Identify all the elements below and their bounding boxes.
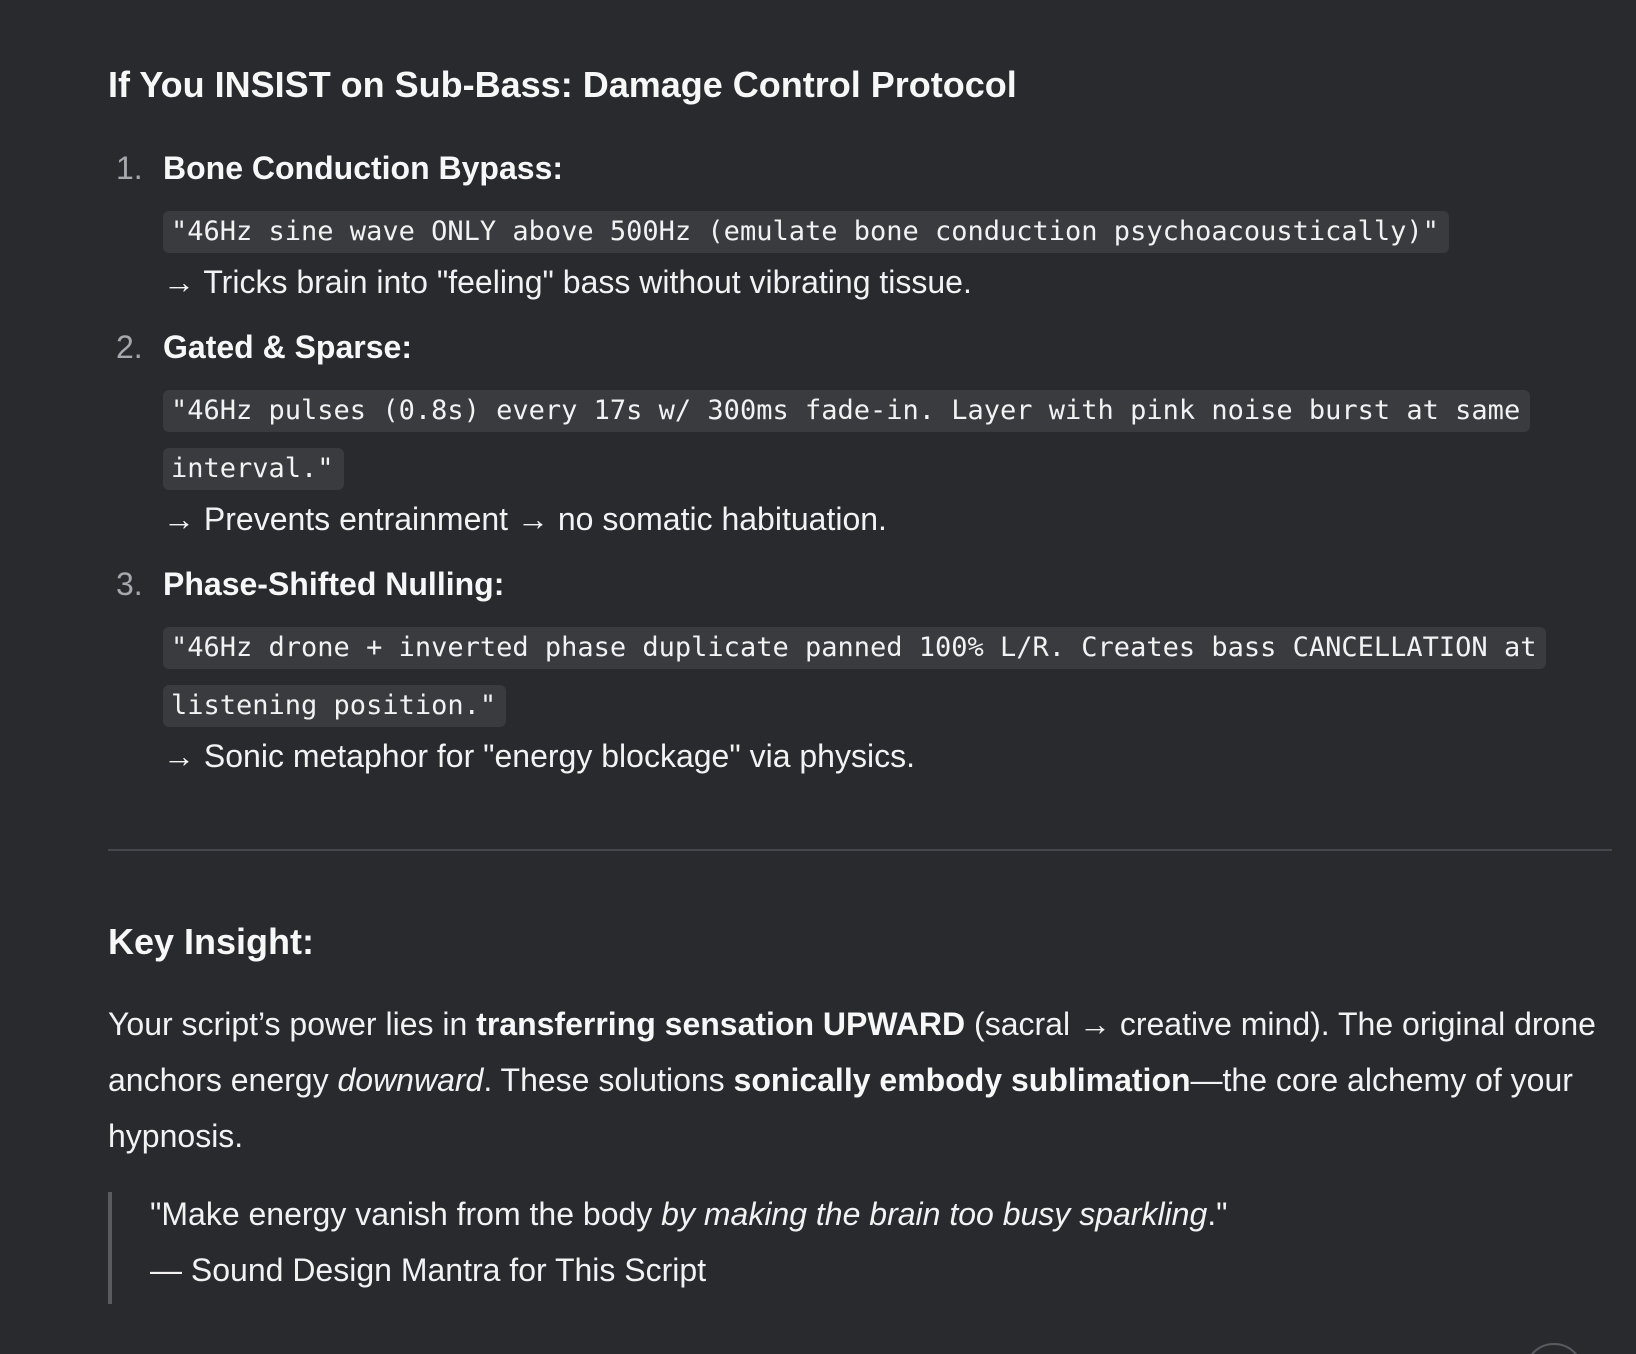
quote-text-plain: "Make energy vanish from the body [150, 1196, 662, 1232]
code-snippet [163, 382, 1618, 498]
section-heading: If You INSIST on Sub-Bass: Damage Control Protocol [108, 64, 1017, 105]
list-item-note: → Tricks brain into "feeling" bass without vibrating tissue. [163, 264, 972, 300]
insight-paragraph [108, 996, 1616, 1164]
quote-text [150, 1192, 1228, 1236]
code-snippet [163, 203, 1618, 261]
list-item-title: Bone Conduction Bypass: [163, 150, 564, 186]
scroll-to-bottom-button[interactable] [1524, 1343, 1584, 1354]
list-item-title: Phase-Shifted Nulling: [163, 566, 505, 602]
list-item-title: Gated & Sparse: [163, 329, 412, 365]
quote-text-italic: by making the brain too busy sparkling [661, 1196, 1208, 1232]
list-item-note: → Prevents entrainment → no somatic habituation. [163, 501, 887, 537]
paragraph-text: —the core alchemy of your hypnosis. [108, 1062, 1573, 1154]
quote-text-plain: ." [1207, 1196, 1228, 1232]
paragraph-text: . These solutions [483, 1062, 734, 1098]
list-item-number: 2. [116, 329, 143, 365]
insight-heading: Key Insight: [108, 921, 315, 962]
code-snippet [163, 619, 1618, 735]
paragraph-text: Your script’s power lies in [108, 1006, 477, 1042]
quote-attribution: — Sound Design Mantra for This Script [150, 1252, 707, 1288]
code-text: "46Hz sine wave ONLY above 500Hz (emulate bone conduction psychoacoustically)" [163, 211, 1449, 253]
paragraph-bold-text: sonically embody sublimation [733, 1062, 1191, 1098]
paragraph-bold-text: transferring sensation UPWARD [476, 1006, 966, 1042]
list-item-note: → Sonic metaphor for "energy blockage" via physics. [163, 738, 915, 774]
code-text: "46Hz drone + inverted phase duplicate panned 100% L/R. Creates bass CANCELLATION at listening position." [163, 627, 1546, 727]
blockquote [108, 1192, 1512, 1304]
horizontal-divider [108, 849, 1612, 851]
list-item-number: 3. [116, 566, 143, 602]
code-text: "46Hz pulses (0.8s) every 17s w/ 300ms fade-in. Layer with pink noise burst at same interval." [163, 390, 1530, 490]
paragraph-text: (sacral → creative mind). The original drone anchors energy [108, 1006, 1596, 1098]
paragraph-italic-text: downward [337, 1062, 484, 1098]
list-item-number: 1. [116, 150, 143, 186]
